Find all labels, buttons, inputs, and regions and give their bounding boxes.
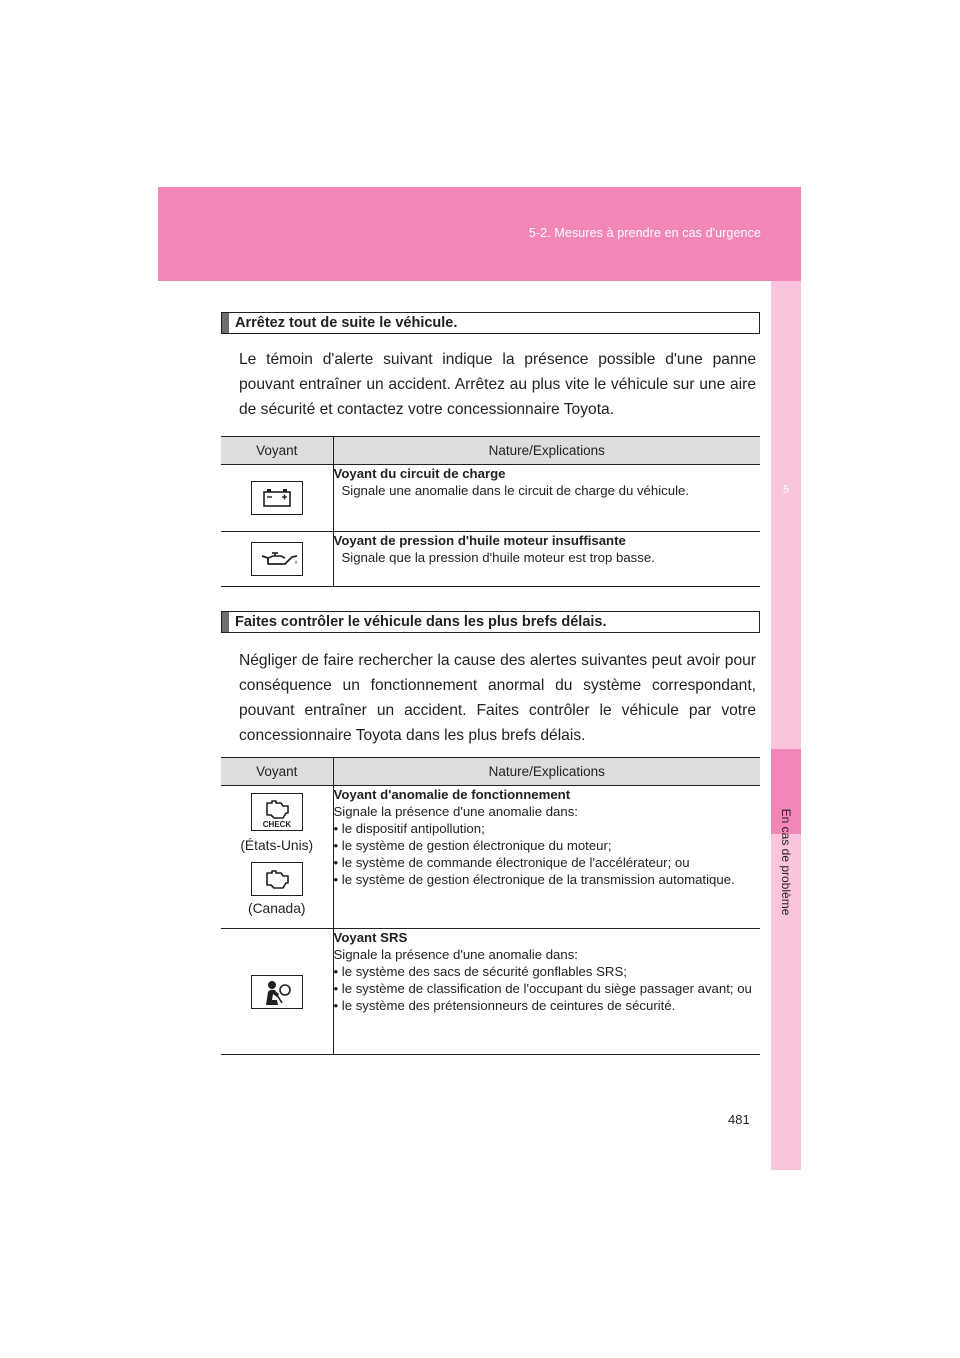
- page-number: 481: [728, 1112, 750, 1127]
- explanation-cell: [333, 465, 760, 532]
- explanation-cell: [333, 786, 760, 929]
- table-header-row: [221, 437, 760, 465]
- table-row: [221, 532, 760, 587]
- list-item: • le dispositif antipollution;: [333, 821, 485, 836]
- warning-title: Voyant SRS: [333, 930, 408, 945]
- heading-text: Arrêtez tout de suite le véhicule.: [235, 315, 458, 331]
- column-header-explications: Nature/Explications: [333, 758, 760, 786]
- region-label-canada: (Canada): [247, 901, 306, 916]
- table-row: [221, 786, 760, 929]
- heading-text: Faites contrôler le véhicule dans les plus brefs délais.: [235, 614, 607, 630]
- list-item: • le système de commande électronique de l'accélérateur; ou: [333, 855, 690, 870]
- section-paragraph-check: Négliger de faire rechercher la cause des alertes suivantes peut avoir pour conséquence un fonctionnement anormal du système correspondant, pouvant entraîner un accident. Faites contrôler le véhicule par votre concessionnaire Toyota dans les plus brefs délais.: [239, 652, 756, 744]
- table-row: [221, 465, 760, 532]
- column-header-voyant: Voyant: [221, 758, 333, 786]
- chapter-sidebar: [771, 281, 801, 1170]
- srs-airbag-icon: [251, 975, 303, 1009]
- warning-title: Voyant du circuit de charge: [333, 466, 506, 481]
- list-item: • le système des sacs de sécurité gonflables SRS;: [333, 964, 627, 979]
- icon-cell: [221, 465, 333, 532]
- heading-bar: [222, 313, 229, 333]
- warning-title: Voyant d'anomalie de fonctionnement: [333, 787, 571, 802]
- oil-can-icon: [251, 542, 303, 576]
- header-band: [158, 187, 801, 281]
- section-paragraph-stop: Le témoin d'alerte suivant indique la présence possible d'une panne pouvant entraîner un accident. Arrêtez au plus vite le véhicule sur une aire de sécurité et contactez votre concessionnaire Toyota.: [239, 351, 756, 418]
- icon-cell: [221, 532, 333, 587]
- warning-table-check: [221, 757, 760, 1055]
- table-row: [221, 929, 760, 1055]
- table-header-row: [221, 758, 760, 786]
- check-text: CHECK: [262, 820, 291, 829]
- warning-text: Signale que la pression d'huile moteur est trop basse.: [341, 550, 655, 565]
- section-title: 5-2. Mesures à prendre en cas d'urgence: [528, 226, 761, 240]
- list-item: • le système de classification de l'occupant du siège passager avant; ou: [333, 981, 752, 996]
- engine-icon: [251, 862, 303, 896]
- chapter-title: En cas de problème: [779, 808, 793, 916]
- warning-table-stop: [221, 436, 760, 587]
- column-header-explications: Nature/Explications: [333, 437, 760, 465]
- list-item: • le système de gestion électronique du moteur;: [333, 838, 612, 853]
- explanation-cell: [333, 929, 760, 1055]
- list-item: • le système des prétensionneurs de ceintures de sécurité.: [333, 998, 676, 1013]
- section-heading-check: [221, 611, 760, 633]
- battery-icon: [251, 481, 303, 515]
- warning-title: Voyant de pression d'huile moteur insuffisante: [333, 533, 626, 548]
- icon-cell: [221, 786, 333, 929]
- warning-intro: Signale la présence d'une anomalie dans:: [333, 804, 578, 819]
- explanation-cell: [333, 532, 760, 587]
- warning-intro: Signale la présence d'une anomalie dans:: [333, 947, 578, 962]
- warning-text: Signale une anomalie dans le circuit de charge du véhicule.: [341, 483, 689, 498]
- list-item: • le système de gestion électronique de la transmission automatique.: [333, 872, 735, 887]
- icon-cell: [221, 929, 333, 1055]
- check-engine-icon: [251, 793, 303, 831]
- section-heading-stop: [221, 312, 760, 334]
- region-label-us: (États-Unis): [240, 838, 314, 853]
- chapter-number: 5: [782, 484, 790, 496]
- heading-bar: [222, 612, 229, 632]
- column-header-voyant: Voyant: [221, 437, 333, 465]
